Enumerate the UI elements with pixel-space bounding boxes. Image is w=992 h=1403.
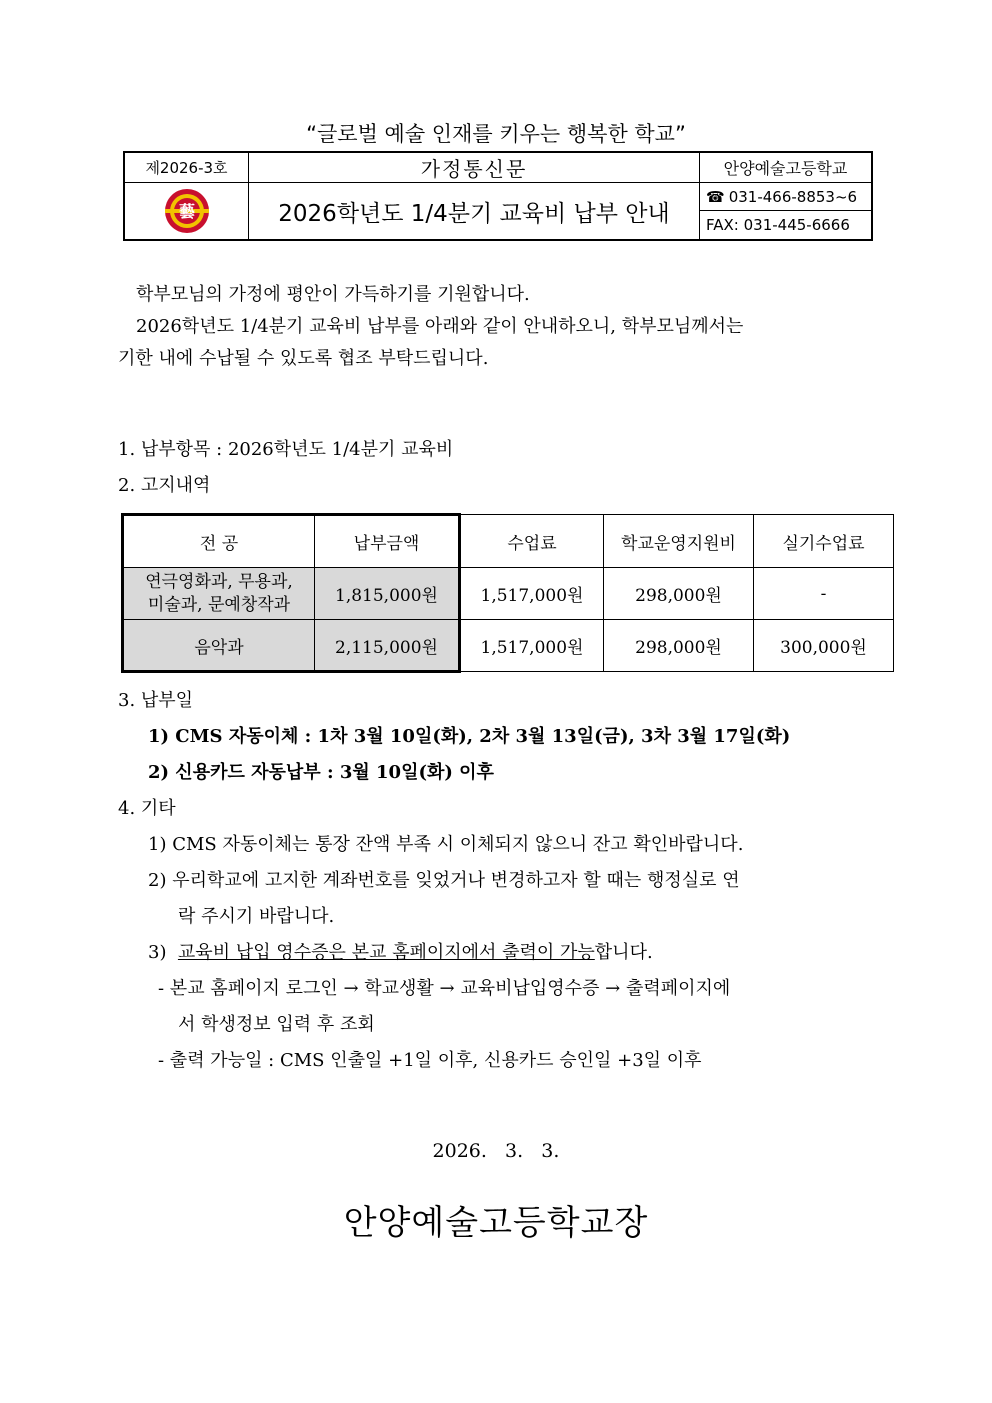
school-motto: “글로벌 예술 인재를 키우는 행복한 학교” bbox=[306, 122, 686, 146]
phone-icon: ☎ bbox=[706, 187, 725, 206]
row-practical: - bbox=[754, 568, 894, 620]
row-major: 연극영화과, 무용과, 미술과, 문예창작과 bbox=[123, 568, 315, 620]
intro-line-3: 기한 내에 수납될 수 있도록 협조 부탁드립니다. bbox=[118, 348, 489, 369]
phone-number bbox=[699, 183, 871, 211]
row-support: 298,000원 bbox=[604, 568, 754, 620]
principal-signature: 안양예술고등학교장 bbox=[343, 1203, 649, 1243]
intro-line-2: 2026학년도 1/4분기 교육비 납부를 아래와 같이 안내하오니, 학부모님께서는 bbox=[136, 316, 744, 337]
phone-text: 031-466-8853~6 bbox=[728, 187, 858, 206]
note-3-prefix: 3) bbox=[148, 942, 178, 963]
header-tuition: 수업료 bbox=[460, 515, 604, 568]
row-tuition: 1,517,000원 bbox=[460, 568, 604, 620]
issue-number: 제2026-3호 bbox=[125, 153, 249, 183]
note-3-underlined: 교육비 납입 영수증은 본교 홈페이지에서 출력이 가능 bbox=[177, 942, 595, 963]
row-tuition: 1,517,000원 bbox=[460, 620, 604, 672]
school-logo-icon bbox=[163, 187, 211, 235]
note-1: 1) CMS 자동이체는 통장 잔액 부족 시 이체되지 않으니 잔고 확인바랍니다. bbox=[148, 834, 744, 855]
note-2-line-1: 2) 우리학교에 고지한 계좌번호를 잊었거나 변경하고자 할 때는 행정실로 연 bbox=[148, 870, 740, 891]
note-3-suffix: 합니다. bbox=[594, 942, 653, 963]
section-2: 2. 고지내역 bbox=[118, 475, 211, 496]
payment-card: 2) 신용카드 자동납부 : 3월 10일(화) 이후 bbox=[148, 762, 494, 783]
note-detail-2: - 출력 가능일 : CMS 인출일 +1일 이후, 신용카드 승인일 +3일 이후 bbox=[158, 1050, 702, 1071]
intro-line-1: 학부모님의 가정에 평안이 가득하기를 기원합니다. bbox=[136, 284, 530, 305]
row-total: 1,815,000원 bbox=[315, 568, 460, 620]
row-support: 298,000원 bbox=[604, 620, 754, 672]
newsletter-header bbox=[123, 151, 873, 241]
section-3: 3. 납부일 bbox=[118, 690, 194, 711]
section-4: 4. 기타 bbox=[118, 798, 176, 819]
document-title: 2026학년도 1/4분기 교육비 납부 안내 bbox=[278, 200, 670, 227]
document-type: 가정통신문 bbox=[249, 153, 699, 183]
note-detail-1-line-1: - 본교 홈페이지 로그인 → 학교생활 → 교육비납입영수증 → 출력페이지에 bbox=[158, 978, 731, 999]
header-major: 전 공 bbox=[123, 515, 315, 568]
note-detail-1-line-2: 서 학생정보 입력 후 조회 bbox=[178, 1014, 375, 1035]
header-total: 납부금액 bbox=[315, 515, 460, 568]
row-total: 2,115,000원 bbox=[315, 620, 460, 672]
payment-cms: 1) CMS 자동이체 : 1차 3월 10일(화), 2차 3월 13일(금), 3차 3월 17일(화) bbox=[148, 726, 791, 747]
header-support: 학교운영지원비 bbox=[604, 515, 754, 568]
logo-char: 藝 bbox=[178, 202, 195, 221]
school-name: 안양예술고등학교 bbox=[699, 153, 871, 183]
issue-date: 2026. 3. 3. bbox=[432, 1140, 560, 1162]
fee-table bbox=[121, 513, 894, 673]
table-header-row bbox=[123, 515, 894, 568]
row-practical: 300,000원 bbox=[754, 620, 894, 672]
section-1: 1. 납부항목 : 2026학년도 1/4분기 교육비 bbox=[118, 439, 454, 460]
fax-number: FAX: 031-445-6666 bbox=[699, 211, 871, 239]
table-row bbox=[123, 620, 894, 672]
header-practical: 실기수업료 bbox=[754, 515, 894, 568]
note-3 bbox=[148, 938, 653, 964]
row-major: 음악과 bbox=[123, 620, 315, 672]
table-row bbox=[123, 568, 894, 620]
note-2-line-2: 락 주시기 바랍니다. bbox=[178, 906, 335, 927]
school-logo bbox=[125, 183, 249, 239]
